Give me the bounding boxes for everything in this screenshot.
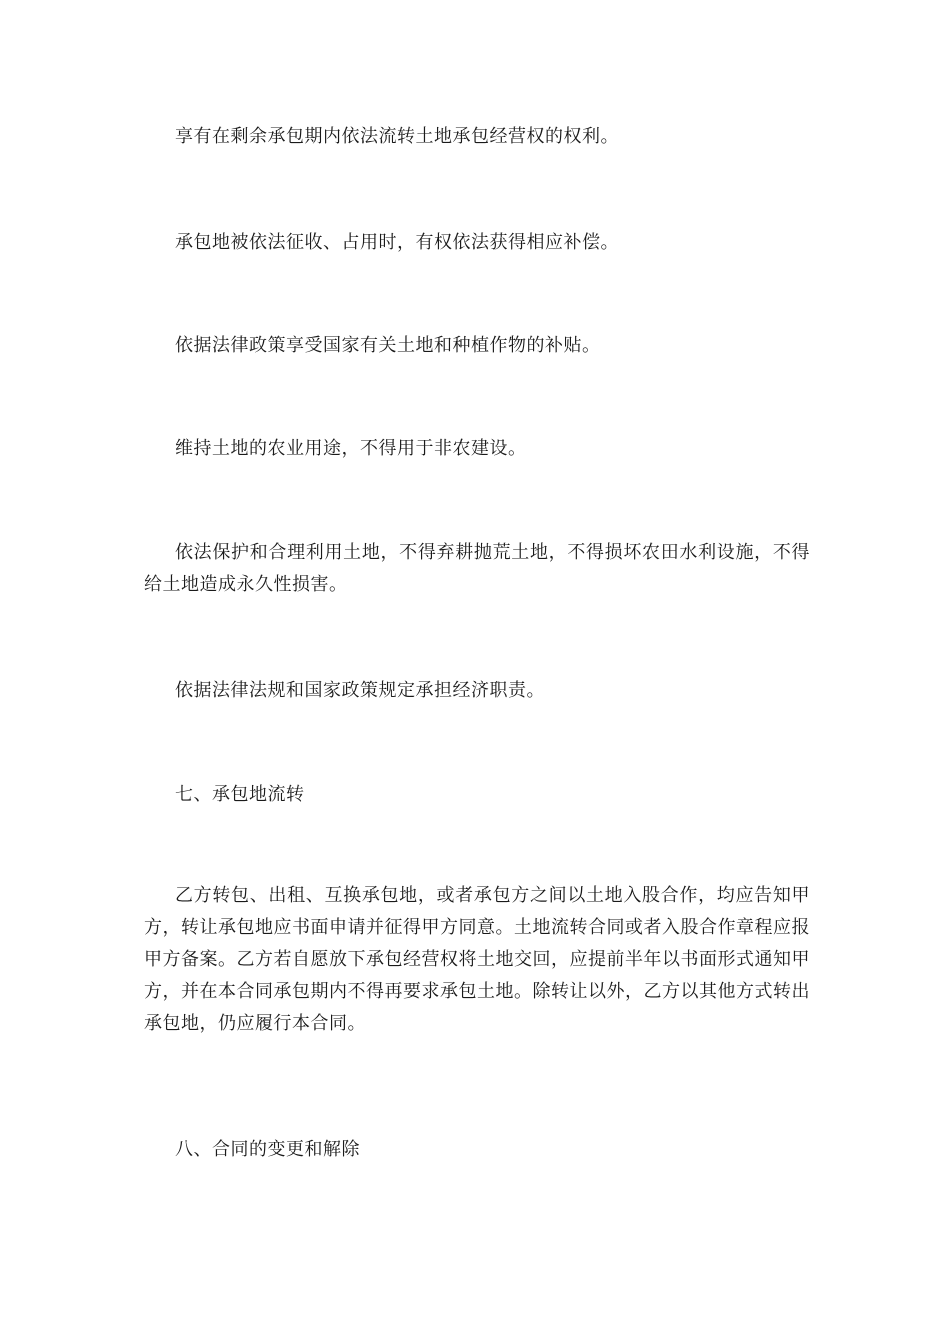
- paragraph-transfer-right: 享有在剩余承包期内依法流转土地承包经营权的权利。: [175, 126, 619, 147]
- paragraph-compensation-right: 承包地被依法征收、占用时，有权依法获得相应补偿。: [175, 232, 619, 253]
- paragraph-land-protection: 依法保护和合理利用土地，不得弃耕抛荒土地，不得损坏农田水利设施，不得给土地造成永久性损害。: [144, 542, 810, 595]
- paragraph-agricultural-use: 维持土地的农业用途，不得用于非农建设。: [175, 438, 527, 459]
- section-heading-contract-change: 八、合同的变更和解除: [175, 1139, 360, 1160]
- paragraph-land-transfer-terms: 乙方转包、出租、互换承包地，或者承包方之间以土地入股合作，均应告知甲方，转让承包地应书面申请并征得甲方同意。土地流转合同或者入股合作章程应报甲方备案。乙方若自愿放下承包经营权将土地交回，应提前半年以书面形式通知甲方，并在本合同承包期内不得再要求承包土地。除转让以外，乙方以其他方式转出承包地，仍应履行本合同。: [144, 885, 810, 1034]
- paragraph-subsidy-right: 依据法律政策享受国家有关土地和种植作物的补贴。: [175, 335, 601, 356]
- paragraph-economic-duty: 依据法律法规和国家政策规定承担经济职责。: [175, 680, 545, 701]
- section-heading-land-transfer: 七、承包地流转: [175, 784, 305, 805]
